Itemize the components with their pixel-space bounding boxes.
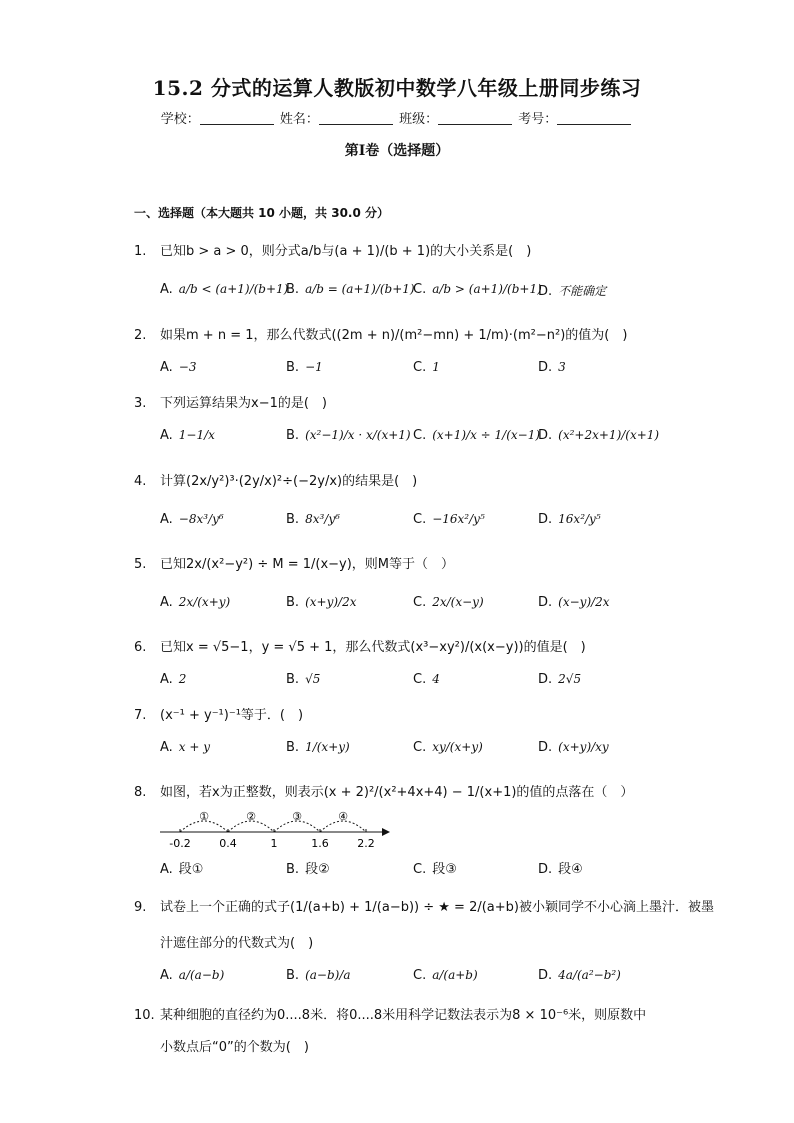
option-content: −8x³/y⁶ bbox=[178, 512, 224, 526]
option-content: 段① bbox=[178, 862, 204, 877]
question-2-options bbox=[160, 360, 680, 380]
option-content: −16x²/y⁵ bbox=[432, 512, 485, 526]
option-b[interactable] bbox=[286, 858, 330, 877]
option-content: xy/(x+y) bbox=[432, 740, 483, 754]
question-number: 7. bbox=[134, 708, 147, 723]
option-label: C. bbox=[413, 672, 427, 687]
question-number: 6. bbox=[134, 640, 147, 655]
question-stem: 已知2x/(x²−y²) ÷ M = 1/(x−y)，则M等于（ ） bbox=[160, 557, 455, 572]
option-label: D. bbox=[538, 740, 553, 755]
option-content: (x²−1)/x · x/(x+1) bbox=[305, 428, 411, 442]
option-a[interactable] bbox=[160, 672, 186, 687]
option-content: 3 bbox=[558, 360, 566, 374]
question-stem: 如果m + n = 1，那么代数式((2m + n)/(m²−mn) + 1/m)·(m²−n²)的值为( ) bbox=[160, 328, 628, 343]
option-content: a/b = (a+1)/(b+1) bbox=[305, 282, 415, 296]
section-heading: 一、选择题（本大题共 10 小题，共 30.0 分） bbox=[134, 206, 390, 220]
name-label: 姓名： bbox=[279, 112, 319, 127]
question-9-options bbox=[160, 968, 680, 988]
question-1 bbox=[134, 240, 531, 259]
question-5 bbox=[134, 553, 454, 572]
page-title: 15.2 分式的运算人教版初中数学八年级上册同步练习 bbox=[152, 76, 642, 100]
option-a[interactable] bbox=[160, 282, 288, 297]
student-info-row bbox=[0, 108, 794, 127]
option-d[interactable] bbox=[538, 740, 609, 755]
option-label: A. bbox=[160, 512, 173, 527]
question-8 bbox=[134, 781, 633, 800]
option-content: 不能确定 bbox=[558, 284, 607, 298]
question-8-options bbox=[160, 858, 680, 878]
arrow-icon bbox=[382, 828, 390, 836]
option-content: (x+y)/2x bbox=[305, 595, 357, 609]
segment-label: ④ bbox=[338, 810, 348, 823]
question-stem: 试卷上一个正确的式子(1/(a+b) + 1/(a−b)) ÷ ★ = 2/(a+b)被小颖同学不小心滴上墨汁．被墨 bbox=[160, 900, 714, 915]
option-a[interactable] bbox=[160, 360, 197, 375]
option-label: D. bbox=[538, 512, 553, 527]
option-content: (x+1)/x ÷ 1/(x−1) bbox=[432, 428, 541, 442]
tick-label: 0.4 bbox=[219, 837, 237, 850]
class-blank[interactable] bbox=[438, 112, 512, 125]
option-a[interactable] bbox=[160, 740, 210, 755]
question-3 bbox=[134, 392, 327, 411]
option-label: D. bbox=[538, 862, 553, 877]
option-content: 4a/(a²−b²) bbox=[558, 968, 621, 982]
option-content: 段③ bbox=[432, 862, 457, 877]
option-content: 段④ bbox=[558, 862, 583, 877]
question-6 bbox=[134, 636, 586, 655]
option-b[interactable] bbox=[286, 968, 351, 983]
id-blank[interactable] bbox=[557, 112, 631, 125]
option-label: B. bbox=[286, 282, 300, 297]
option-c[interactable] bbox=[413, 858, 457, 877]
question-stem: 下列运算结果为x−1的是( ) bbox=[160, 396, 328, 411]
option-label: D. bbox=[538, 672, 553, 687]
option-label: A. bbox=[160, 740, 173, 755]
question-number: 8. bbox=[134, 785, 147, 800]
question-number: 4. bbox=[134, 474, 147, 489]
option-d[interactable] bbox=[538, 968, 621, 983]
question-stem: 计算(2x/y²)³·(2y/x)²÷(−2y/x)的结果是( ) bbox=[160, 474, 418, 489]
question-9-continued bbox=[160, 932, 313, 951]
option-label: B. bbox=[286, 428, 300, 443]
option-content: (a−b)/a bbox=[305, 968, 351, 982]
option-a[interactable] bbox=[160, 428, 215, 443]
question-4-options bbox=[160, 512, 680, 532]
option-c[interactable] bbox=[413, 740, 483, 755]
option-content: a/b > (a+1)/(b+1) bbox=[432, 282, 542, 296]
question-2 bbox=[134, 324, 627, 343]
option-label: D. bbox=[538, 595, 553, 610]
question-number: 10. bbox=[134, 1008, 155, 1023]
option-d[interactable] bbox=[538, 282, 606, 299]
option-b[interactable] bbox=[286, 282, 415, 297]
school-label: 学校： bbox=[160, 112, 200, 127]
option-a[interactable] bbox=[160, 512, 224, 527]
class-label: 班级： bbox=[399, 112, 439, 127]
option-b[interactable] bbox=[286, 360, 323, 375]
option-label: B. bbox=[286, 360, 300, 375]
option-label: C. bbox=[413, 360, 427, 375]
option-c[interactable] bbox=[413, 428, 540, 443]
option-b[interactable] bbox=[286, 595, 356, 610]
question-number: 5. bbox=[134, 557, 147, 572]
option-b[interactable] bbox=[286, 740, 350, 755]
option-b[interactable] bbox=[286, 512, 340, 527]
question-10 bbox=[134, 1004, 646, 1023]
question-4 bbox=[134, 470, 417, 489]
option-c[interactable] bbox=[413, 595, 484, 610]
option-label: C. bbox=[413, 512, 427, 527]
option-label: C. bbox=[413, 282, 427, 297]
question-number: 2. bbox=[134, 328, 147, 343]
option-content: 2x/(x−y) bbox=[432, 595, 484, 609]
question-number: 3. bbox=[134, 396, 147, 411]
option-content: 1 bbox=[432, 360, 440, 374]
option-label: C. bbox=[413, 862, 427, 877]
option-content: 2x/(x+y) bbox=[178, 595, 231, 609]
option-label: D. bbox=[538, 968, 553, 983]
option-content: a/(a+b) bbox=[432, 968, 478, 982]
option-b[interactable] bbox=[286, 428, 411, 443]
option-content: x + y bbox=[178, 740, 211, 754]
option-label: B. bbox=[286, 740, 300, 755]
option-label: D. bbox=[538, 360, 553, 375]
question-stem-continued: 汁遮住部分的代数式为( ) bbox=[160, 936, 314, 951]
question-7 bbox=[134, 704, 303, 723]
question-number: 1. bbox=[134, 244, 147, 259]
option-content: 段② bbox=[305, 862, 330, 877]
option-label: C. bbox=[413, 968, 427, 983]
option-label: A. bbox=[160, 595, 173, 610]
tick-label: 1 bbox=[270, 837, 278, 850]
option-label: B. bbox=[286, 862, 300, 877]
option-label: D. bbox=[538, 284, 553, 299]
tick-label: 2.2 bbox=[357, 837, 375, 850]
option-content: 1−1/x bbox=[178, 428, 215, 442]
option-label: A. bbox=[160, 672, 173, 687]
option-label: C. bbox=[413, 595, 427, 610]
option-content: (x²+2x+1)/(x+1) bbox=[558, 428, 660, 442]
option-content: a/b < (a+1)/(b+1) bbox=[178, 282, 289, 296]
option-d[interactable] bbox=[538, 858, 583, 877]
option-label: B. bbox=[286, 595, 300, 610]
option-a[interactable] bbox=[160, 858, 203, 877]
name-blank[interactable] bbox=[319, 112, 393, 125]
option-content: −1 bbox=[305, 360, 323, 374]
question-stem: (x⁻¹ + y⁻¹)⁻¹等于．( ) bbox=[160, 708, 304, 723]
option-a[interactable] bbox=[160, 968, 224, 983]
option-d[interactable] bbox=[538, 428, 659, 443]
option-c[interactable] bbox=[413, 512, 485, 527]
volume-heading: 第Ⅰ卷（选择题） bbox=[344, 143, 450, 159]
option-content: 16x²/y⁵ bbox=[558, 512, 601, 526]
option-label: A. bbox=[160, 428, 173, 443]
option-label: C. bbox=[413, 740, 427, 755]
option-label: A. bbox=[160, 862, 173, 877]
option-content: a/(a−b) bbox=[178, 968, 225, 982]
school-blank[interactable] bbox=[200, 112, 274, 125]
question-6-options bbox=[160, 672, 680, 692]
option-label: A. bbox=[160, 360, 173, 375]
option-content: (x−y)/2x bbox=[558, 595, 610, 609]
question-1-options bbox=[160, 282, 680, 302]
question-stem: 如图，若x为正整数，则表示(x + 2)²/(x²+4x+4) − 1/(x+1)的值的点落在（ ） bbox=[160, 785, 634, 800]
option-content: −3 bbox=[178, 360, 197, 374]
segment-label: ③ bbox=[292, 810, 302, 823]
option-content: (x+y)/xy bbox=[558, 740, 609, 754]
option-label: B. bbox=[286, 512, 300, 527]
option-content: 2 bbox=[178, 672, 187, 686]
option-label: A. bbox=[160, 968, 173, 983]
question-9 bbox=[134, 896, 714, 915]
option-content: 4 bbox=[432, 672, 440, 686]
option-label: B. bbox=[286, 968, 300, 983]
question-10-continued bbox=[160, 1036, 309, 1055]
option-content: 8x³/y⁶ bbox=[305, 512, 340, 526]
id-label: 考号： bbox=[518, 112, 558, 127]
option-a[interactable] bbox=[160, 595, 230, 610]
tick-label: 1.6 bbox=[311, 837, 329, 850]
option-label: B. bbox=[286, 672, 300, 687]
option-content: 2√5 bbox=[558, 672, 582, 686]
number-line-figure bbox=[160, 810, 390, 852]
option-content: √5 bbox=[305, 672, 321, 686]
question-5-options bbox=[160, 595, 680, 615]
question-stem: 某种细胞的直径约为0....8米．将0....8米用科学记数法表示为8 × 10⁻⁶米，则原数中 bbox=[160, 1008, 647, 1023]
question-stem-continued: 小数点后“0”的个数为( ) bbox=[160, 1040, 309, 1055]
option-label: C. bbox=[413, 428, 427, 443]
tick-label: -0.2 bbox=[169, 837, 191, 850]
option-label: A. bbox=[160, 282, 173, 297]
option-d[interactable] bbox=[538, 595, 610, 610]
question-number: 9. bbox=[134, 900, 147, 915]
option-c[interactable] bbox=[413, 360, 440, 375]
option-c[interactable] bbox=[413, 968, 478, 983]
question-stem: 已知b > a > 0，则分式a/b与(a + 1)/(b + 1)的大小关系是( ) bbox=[160, 244, 532, 259]
option-c[interactable] bbox=[413, 282, 542, 297]
option-d[interactable] bbox=[538, 360, 566, 375]
question-7-options bbox=[160, 740, 680, 760]
option-c[interactable] bbox=[413, 672, 440, 687]
option-d[interactable] bbox=[538, 512, 601, 527]
option-content: 1/(x+y) bbox=[305, 740, 350, 754]
question-3-options bbox=[160, 428, 680, 448]
option-label: D. bbox=[538, 428, 553, 443]
segment-label: ② bbox=[246, 810, 256, 823]
segment-label: ① bbox=[199, 810, 209, 823]
option-d[interactable] bbox=[538, 672, 581, 687]
question-stem: 已知x = √5−1，y = √5 + 1，那么代数式(x³−xy²)/(x(x−y))的值是( ) bbox=[160, 640, 586, 655]
option-b[interactable] bbox=[286, 672, 320, 687]
